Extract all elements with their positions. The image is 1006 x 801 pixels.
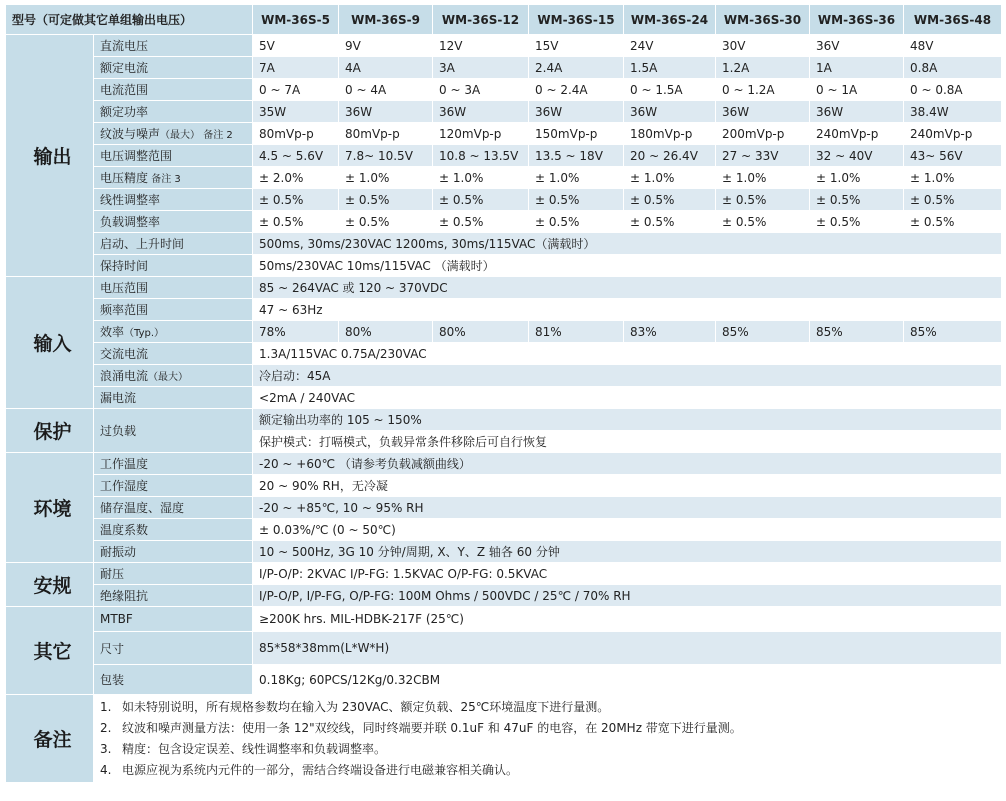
note-number: 1. xyxy=(100,699,112,714)
param-label: 频率范围 xyxy=(94,299,253,321)
output-row-voltage-accuracy xyxy=(6,167,1002,189)
output-row-ripple-noise xyxy=(6,123,1002,145)
value-cell: 200mVp-p xyxy=(716,123,810,145)
value-cell: 10.8 ~ 13.5V xyxy=(433,145,529,167)
value-cell: 38.4W xyxy=(904,101,1002,123)
output-row-rated-power xyxy=(6,101,1002,123)
param-label-text: 电压精度 xyxy=(100,171,149,185)
input-row-voltage-range xyxy=(6,277,1002,299)
note-text: 纹波和噪声测量方法：使用一条 12"双绞线，同时终端要并联 0.1uF 和 47uF 的电容，在 20MHz 带宽下进行量测。 xyxy=(122,720,742,735)
value-cell: 0 ~ 1.5A xyxy=(624,79,716,101)
param-label: 电压范围 xyxy=(94,277,253,299)
note-item xyxy=(100,697,1001,718)
input-row-leakage xyxy=(6,387,1002,409)
note-text: 电源应视为系统内元件的一部分，需结合终端设备进行电磁兼容相关确认。 xyxy=(122,762,519,777)
value-cell: 500ms, 30ms/230VAC 1200ms, 30ms/115VAC（满载时） xyxy=(253,233,1002,255)
value-cell: 0 ~ 1.2A xyxy=(716,79,810,101)
param-note: （最大） 备注 2 xyxy=(160,130,233,141)
value-cell: 5V xyxy=(253,35,339,57)
param-label-text: 纹波与噪声 xyxy=(100,127,161,141)
value-cell: ± 0.03%/℃ (0 ~ 50℃) xyxy=(253,519,1002,541)
notes-list xyxy=(94,695,1002,783)
param-label-text: 效率 xyxy=(100,325,125,339)
value-cell: 3A xyxy=(433,57,529,79)
value-cell: 1.2A xyxy=(716,57,810,79)
value-cell: 85*58*38mm(L*W*H) xyxy=(253,632,1002,665)
param-note: 备注 3 xyxy=(148,174,181,185)
param-label: 负载调整率 xyxy=(94,211,253,233)
param-label xyxy=(94,321,253,343)
param-label: 耐振动 xyxy=(94,541,253,563)
value-cell: 4A xyxy=(339,57,433,79)
value-cell: 240mVp-p xyxy=(904,123,1002,145)
output-row-voltage-adj-range xyxy=(6,145,1002,167)
safety-row-withstand xyxy=(6,563,1002,585)
value-cell: 80% xyxy=(433,321,529,343)
output-row-load-regulation xyxy=(6,211,1002,233)
value-cell: 80mVp-p xyxy=(253,123,339,145)
category-environment: 环境 xyxy=(6,453,94,563)
output-row-dc-voltage xyxy=(6,35,1002,57)
param-label: 耐压 xyxy=(94,563,253,585)
value-cell: 36W xyxy=(624,101,716,123)
value-cell: ± 0.5% xyxy=(529,189,624,211)
input-row-inrush xyxy=(6,365,1002,387)
value-cell: 180mVp-p xyxy=(624,123,716,145)
input-row-efficiency xyxy=(6,321,1002,343)
value-cell: 1A xyxy=(810,57,904,79)
param-label xyxy=(94,123,253,145)
param-label: 额定功率 xyxy=(94,101,253,123)
input-row-frequency xyxy=(6,299,1002,321)
value-cell: ≥200K hrs. MIL-HDBK-217F (25℃) xyxy=(253,607,1002,632)
value-cell: 0 ~ 1A xyxy=(810,79,904,101)
category-other: 其它 xyxy=(6,607,94,695)
value-cell: 80mVp-p xyxy=(339,123,433,145)
value-cell: 43~ 56V xyxy=(904,145,1002,167)
category-safety: 安规 xyxy=(6,563,94,607)
value-cell: 0 ~ 2.4A xyxy=(529,79,624,101)
value-cell: 9V xyxy=(339,35,433,57)
value-cell: 4.5 ~ 5.6V xyxy=(253,145,339,167)
value-cell: ± 1.0% xyxy=(529,167,624,189)
value-cell: 0 ~ 4A xyxy=(339,79,433,101)
param-label xyxy=(94,167,253,189)
value-cell: 0.18Kg; 60PCS/12Kg/0.32CBM xyxy=(253,665,1002,695)
output-row-startup xyxy=(6,233,1002,255)
value-cell: 35W xyxy=(253,101,339,123)
note-number: 3. xyxy=(100,741,112,756)
param-label: 储存温度、湿度 xyxy=(94,497,253,519)
model-name: WM-36S-12 xyxy=(433,5,529,35)
value-cell: 36W xyxy=(339,101,433,123)
value-cell: 0 ~ 0.8A xyxy=(904,79,1002,101)
param-label: 工作湿度 xyxy=(94,475,253,497)
value-cell: I/P-O/P: 2KVAC I/P-FG: 1.5KVAC O/P-FG: 0.5KVAC xyxy=(253,563,1002,585)
value-cell: 0.8A xyxy=(904,57,1002,79)
value-cell: ± 0.5% xyxy=(339,189,433,211)
other-row-size xyxy=(6,632,1002,665)
value-cell: ± 0.5% xyxy=(810,189,904,211)
model-name: WM-36S-15 xyxy=(529,5,624,35)
note-item xyxy=(100,739,1001,760)
param-label xyxy=(94,365,253,387)
output-row-line-regulation xyxy=(6,189,1002,211)
value-cell: 36W xyxy=(716,101,810,123)
value-cell: ± 0.5% xyxy=(624,189,716,211)
other-row-mtbf xyxy=(6,607,1002,632)
value-cell: 20 ~ 90% RH，无冷凝 xyxy=(253,475,1002,497)
value-cell: I/P-O/P, I/P-FG, O/P-FG: 100M Ohms / 500VDC / 25℃ / 70% RH xyxy=(253,585,1002,607)
value-cell: -20 ~ +85℃, 10 ~ 95% RH xyxy=(253,497,1002,519)
value-cell: ± 0.5% xyxy=(904,189,1002,211)
value-cell: 83% xyxy=(624,321,716,343)
value-cell: ± 0.5% xyxy=(810,211,904,233)
param-label: 线性调整率 xyxy=(94,189,253,211)
param-label: 包装 xyxy=(94,665,253,695)
value-cell: 1.3A/115VAC 0.75A/230VAC xyxy=(253,343,1002,365)
param-note: （Typ.） xyxy=(124,328,165,339)
value-cell: -20 ~ +60℃ （请参考负载减额曲线） xyxy=(253,453,1002,475)
value-cell: 36W xyxy=(810,101,904,123)
env-row-temp-coefficient xyxy=(6,519,1002,541)
value-cell: 12V xyxy=(433,35,529,57)
protection-row-1 xyxy=(6,409,1002,431)
input-row-ac-current xyxy=(6,343,1002,365)
note-number: 2. xyxy=(100,720,112,735)
env-row-working-temp xyxy=(6,453,1002,475)
value-cell: 85% xyxy=(904,321,1002,343)
model-name: WM-36S-9 xyxy=(339,5,433,35)
value-cell: 85 ~ 264VAC 或 120 ~ 370VDC xyxy=(253,277,1002,299)
value-cell: 0 ~ 7A xyxy=(253,79,339,101)
value-cell: ± 0.5% xyxy=(339,211,433,233)
param-note: （最大） xyxy=(148,372,189,383)
env-row-storage xyxy=(6,497,1002,519)
note-item xyxy=(100,718,1001,739)
value-cell: 36W xyxy=(529,101,624,123)
value-cell: ± 0.5% xyxy=(904,211,1002,233)
param-label: 额定电流 xyxy=(94,57,253,79)
output-row-hold-up xyxy=(6,255,1002,277)
other-row-packing xyxy=(6,665,1002,695)
value-cell: 额定输出功率的 105 ~ 150% xyxy=(253,409,1002,431)
value-cell: ± 2.0% xyxy=(253,167,339,189)
notes-row xyxy=(6,695,1002,783)
value-cell: ± 0.5% xyxy=(716,211,810,233)
category-input: 输入 xyxy=(6,277,94,409)
value-cell: 30V xyxy=(716,35,810,57)
note-item xyxy=(100,760,1001,781)
category-protection: 保护 xyxy=(6,409,94,453)
category-notes: 备注 xyxy=(6,695,94,783)
value-cell: ± 0.5% xyxy=(716,189,810,211)
value-cell: 保护模式：打嗝模式，负载异常条件移除后可自行恢复 xyxy=(253,431,1002,453)
value-cell: ± 0.5% xyxy=(253,211,339,233)
output-row-current-range xyxy=(6,79,1002,101)
value-cell: 20 ~ 26.4V xyxy=(624,145,716,167)
value-cell: ± 1.0% xyxy=(624,167,716,189)
value-cell: 85% xyxy=(810,321,904,343)
value-cell: ± 1.0% xyxy=(810,167,904,189)
value-cell: 48V xyxy=(904,35,1002,57)
model-name: WM-36S-30 xyxy=(716,5,810,35)
param-label-text: 浪涌电流 xyxy=(100,369,149,383)
param-label: 交流电流 xyxy=(94,343,253,365)
param-label: 过负载 xyxy=(94,409,253,453)
param-label: 保持时间 xyxy=(94,255,253,277)
value-cell: 13.5 ~ 18V xyxy=(529,145,624,167)
param-label: 启动、上升时间 xyxy=(94,233,253,255)
value-cell: 85% xyxy=(716,321,810,343)
value-cell: 2.4A xyxy=(529,57,624,79)
param-label: 绝缘阻抗 xyxy=(94,585,253,607)
model-name: WM-36S-48 xyxy=(904,5,1002,35)
model-name: WM-36S-24 xyxy=(624,5,716,35)
value-cell: 120mVp-p xyxy=(433,123,529,145)
param-label: 电压调整范围 xyxy=(94,145,253,167)
value-cell: ± 1.0% xyxy=(433,167,529,189)
value-cell: 10 ~ 500Hz, 3G 10 分钟/周期, X、Y、Z 轴各 60 分钟 xyxy=(253,541,1002,563)
param-label: 电流范围 xyxy=(94,79,253,101)
value-cell: 24V xyxy=(624,35,716,57)
param-label: MTBF xyxy=(94,607,253,632)
output-row-rated-current xyxy=(6,57,1002,79)
value-cell: 78% xyxy=(253,321,339,343)
value-cell: 7.8~ 10.5V xyxy=(339,145,433,167)
model-name: WM-36S-5 xyxy=(253,5,339,35)
value-cell: <2mA / 240VAC xyxy=(253,387,1002,409)
value-cell: 32 ~ 40V xyxy=(810,145,904,167)
env-row-vibration xyxy=(6,541,1002,563)
param-label: 工作温度 xyxy=(94,453,253,475)
param-label: 尺寸 xyxy=(94,632,253,665)
value-cell: ± 1.0% xyxy=(716,167,810,189)
value-cell: 1.5A xyxy=(624,57,716,79)
value-cell: 27 ~ 33V xyxy=(716,145,810,167)
value-cell: 冷启动：45A xyxy=(253,365,1002,387)
note-number: 4. xyxy=(100,762,112,777)
value-cell: 7A xyxy=(253,57,339,79)
value-cell: 36V xyxy=(810,35,904,57)
param-label: 温度系数 xyxy=(94,519,253,541)
value-cell: 81% xyxy=(529,321,624,343)
model-label: 型号（可定做其它单组输出电压） xyxy=(6,5,253,35)
value-cell: 80% xyxy=(339,321,433,343)
safety-row-isolation xyxy=(6,585,1002,607)
value-cell: 50ms/230VAC 10ms/115VAC （满载时） xyxy=(253,255,1002,277)
value-cell: 150mVp-p xyxy=(529,123,624,145)
header-row xyxy=(6,5,1002,35)
category-output: 输出 xyxy=(6,35,94,277)
value-cell: 15V xyxy=(529,35,624,57)
spec-table xyxy=(5,4,1002,783)
value-cell: ± 0.5% xyxy=(433,189,529,211)
param-label: 直流电压 xyxy=(94,35,253,57)
model-name: WM-36S-36 xyxy=(810,5,904,35)
value-cell: ± 0.5% xyxy=(433,211,529,233)
note-text: 精度：包含设定误差、线性调整率和负载调整率。 xyxy=(122,741,387,756)
value-cell: ± 0.5% xyxy=(624,211,716,233)
value-cell: 36W xyxy=(433,101,529,123)
param-label: 漏电流 xyxy=(94,387,253,409)
note-text: 如未特别说明，所有规格参数均在输入为 230VAC、额定负载、25℃环境温度下进行量测。 xyxy=(122,699,610,714)
value-cell: 47 ~ 63Hz xyxy=(253,299,1002,321)
value-cell: ± 0.5% xyxy=(253,189,339,211)
value-cell: ± 1.0% xyxy=(339,167,433,189)
value-cell: 240mVp-p xyxy=(810,123,904,145)
value-cell: ± 0.5% xyxy=(529,211,624,233)
value-cell: 0 ~ 3A xyxy=(433,79,529,101)
value-cell: ± 1.0% xyxy=(904,167,1002,189)
env-row-working-humidity xyxy=(6,475,1002,497)
